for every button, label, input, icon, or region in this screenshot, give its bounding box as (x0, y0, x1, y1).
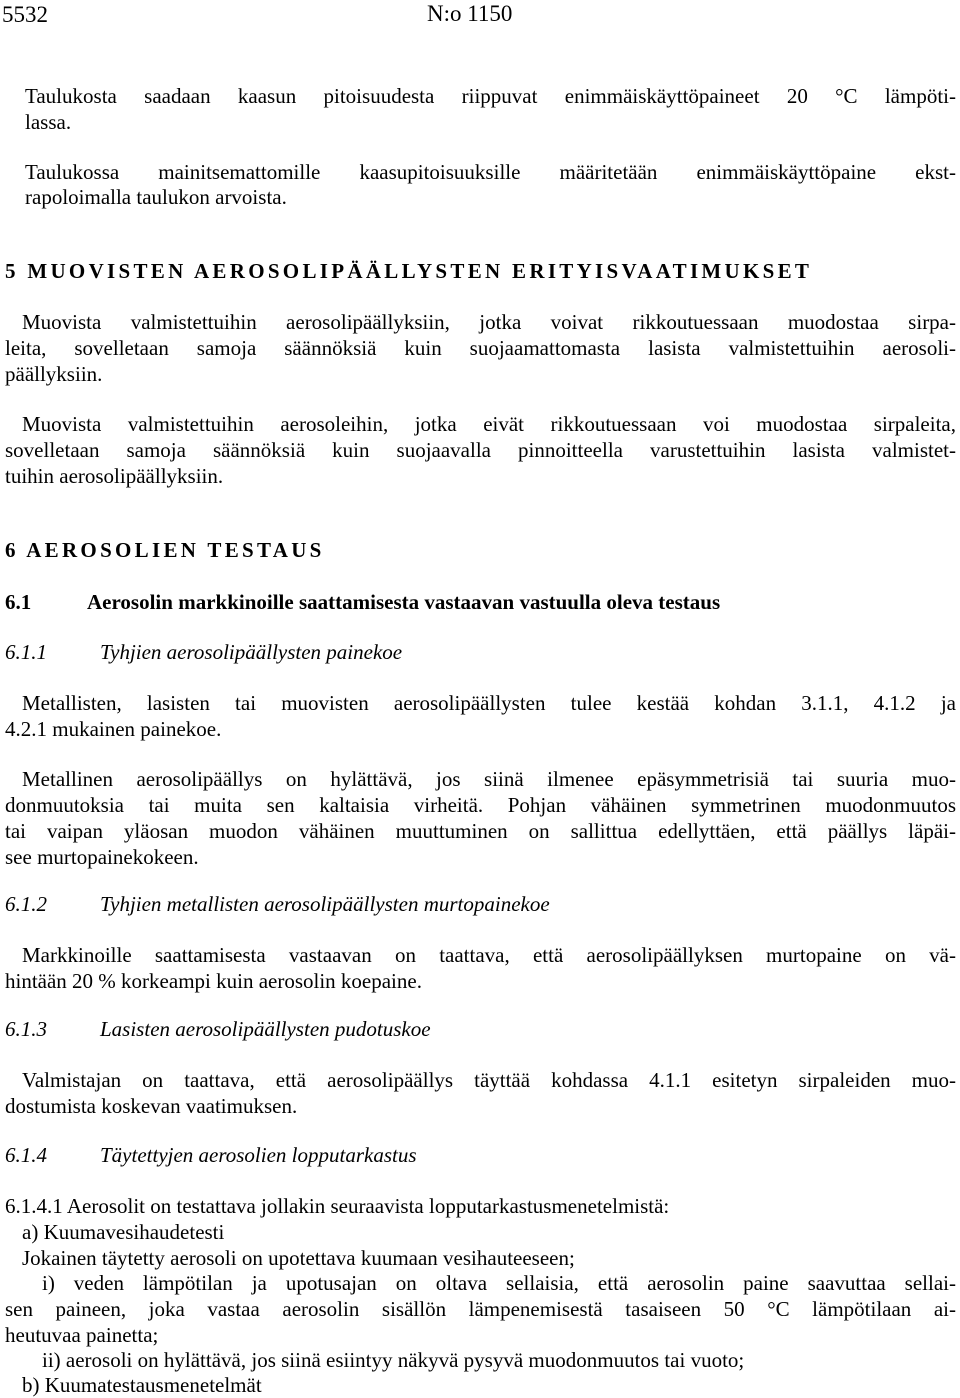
item-ii-line: ii) aerosoli on hylättävä, jos siinä esiintyy näkyvä pysyvä muodonmuutos tai vuoto; (42, 1348, 745, 1372)
section-6-1-4-heading (5, 1143, 417, 1168)
section-6-1-2-title: Tyhjien metallisten aerosolipäällysten murtopainekoe (100, 892, 550, 916)
intro-paragraph-2-line-1: Taulukossa mainitsemattomille kaasupitoisuuksille määritetään enimmäiskäyttöpaine ekst- (25, 160, 956, 184)
section-6-1-3-number: 6.1.3 (5, 1017, 47, 1041)
section-6-1-title: Aerosolin markkinoille saattamisesta vastaavan vastuulla oleva testaus (87, 590, 721, 614)
section-6-1-4-title: Täytettyjen aerosolien lopputarkastus (100, 1143, 417, 1167)
section-6-1-1-paragraph-1-line-2: 4.2.1 mukainen painekoe. (5, 717, 222, 741)
section-6-1-1-paragraph-1-line-1: Metallisten, lasisten tai muovisten aerosolipäällysten tulee kestää kohdan 3.1.1, 4.1.2 ja (22, 691, 956, 715)
method-b-line: b) Kuumatestausmenetelmät (22, 1373, 262, 1397)
section-5-paragraph-1-line-2: leita, sovelletaan samoja säännöksiä kuin suojaamattomasta lasista valmistettuihin aerosoli- (5, 336, 956, 360)
section-5-paragraph-1-line-1: Muovista valmistettuihin aerosolipäällyksiin, jotka voivat rikkoutuessaan muodostaa sirpa- (22, 310, 956, 334)
section-6-1-1-number: 6.1.1 (5, 640, 47, 664)
section-5-paragraph-2-line-3: tuihin aerosolipäällyksiin. (5, 464, 224, 488)
section-5-heading: 5 MUOVISTEN AEROSOLIPÄÄLLYSTEN ERITYISVAATIMUKSET (5, 259, 813, 283)
section-6-1-1-title: Tyhjien aerosolipäällysten painekoe (100, 640, 403, 664)
immersion-instruction-line: Jokainen täytetty aerosoli on upotettava kuumaan vesihauteeseen; (22, 1246, 575, 1270)
section-6-1-1-paragraph-2-line-1: Metallinen aerosolipäällys on hylättävä, jos siinä ilmenee epäsymmetrisiä tai suuria muo- (22, 767, 956, 791)
section-6-heading: 6 AEROSOLIEN TESTAUS (5, 538, 325, 562)
section-6-1-1-heading (5, 640, 402, 665)
page-number: 5532 (2, 2, 48, 27)
section-6-1-1-paragraph-2-line-4: see murtopainekokeen. (5, 845, 199, 869)
section-6-1-1-paragraph-2-line-2: donmuutoksia tai muita sen kaltaisia virheitä. Pohjan vähäinen symmetrinen muodonmuutos (5, 793, 956, 817)
item-i-line-3: heutuvaa painetta; (5, 1323, 159, 1347)
section-5-paragraph-2-line-1: Muovista valmistettuihin aerosoleihin, jotka eivät rikkoutuessaan voi muodostaa sirpaleita, (22, 412, 956, 436)
section-6-1-2-number: 6.1.2 (5, 892, 47, 916)
issue-number: N:o 1150 (427, 1, 513, 26)
method-a-line: a) Kuumavesihaudetesti (22, 1220, 225, 1244)
item-i-line-1: i) veden lämpötilan ja upotusajan on oltava sellaisia, että aerosolin paine saavuttaa sellai- (42, 1271, 956, 1295)
section-6-1-4-1-line: 6.1.4.1 Aerosolit on testattava jollakin seuraavista lopputarkastusmenetelmistä: (5, 1194, 670, 1218)
section-6-1-3-title: Lasisten aerosolipäällysten pudotuskoe (100, 1017, 431, 1041)
section-6-1-3-heading (5, 1017, 431, 1042)
section-6-1-number: 6.1 (5, 590, 32, 614)
intro-paragraph-1-line-1: Taulukosta saadaan kaasun pitoisuudesta riippuvat enimmäiskäyttöpaineet 20 °C lämpöti- (25, 84, 956, 108)
section-5-paragraph-1-line-3: päällyksiin. (5, 362, 103, 386)
item-i-line-2: sen paineen, joka vastaa aerosolin sisällön lämpenemisestä tasaiseen 50 °C lämpötilaan ai- (5, 1297, 956, 1321)
section-6-1-2-paragraph-line-1: Markkinoille saattamisesta vastaavan on taattava, että aerosolipäällyksen murtopaine on vä- (22, 943, 956, 967)
section-5-paragraph-2-line-2: sovelletaan samoja säännöksiä kuin suojaavalla pinnoitteella varustettuihin lasista valmistet- (5, 438, 956, 462)
section-6-1-1-paragraph-2-line-3: tai vaipan yläosan muodon vähäinen muuttuminen on sallittua edellyttäen, että päällys läpäi- (5, 819, 956, 843)
section-6-1-2-heading (5, 892, 550, 917)
section-6-1-2-paragraph-line-2: hintään 20 % korkeampi kuin aerosolin koepaine. (5, 969, 422, 993)
intro-paragraph-2-line-2: rapoloimalla taulukon arvoista. (25, 185, 287, 209)
intro-paragraph-1-line-2: lassa. (25, 110, 72, 134)
section-6-1-4-number: 6.1.4 (5, 1143, 47, 1167)
section-6-1-heading (5, 590, 720, 615)
section-6-1-3-paragraph-line-2: dostumista koskevan vaatimuksen. (5, 1094, 298, 1118)
section-6-1-3-paragraph-line-1: Valmistajan on taattava, että aerosolipäällys täyttää kohdassa 4.1.1 esitetyn sirpaleiden muo- (22, 1068, 956, 1092)
